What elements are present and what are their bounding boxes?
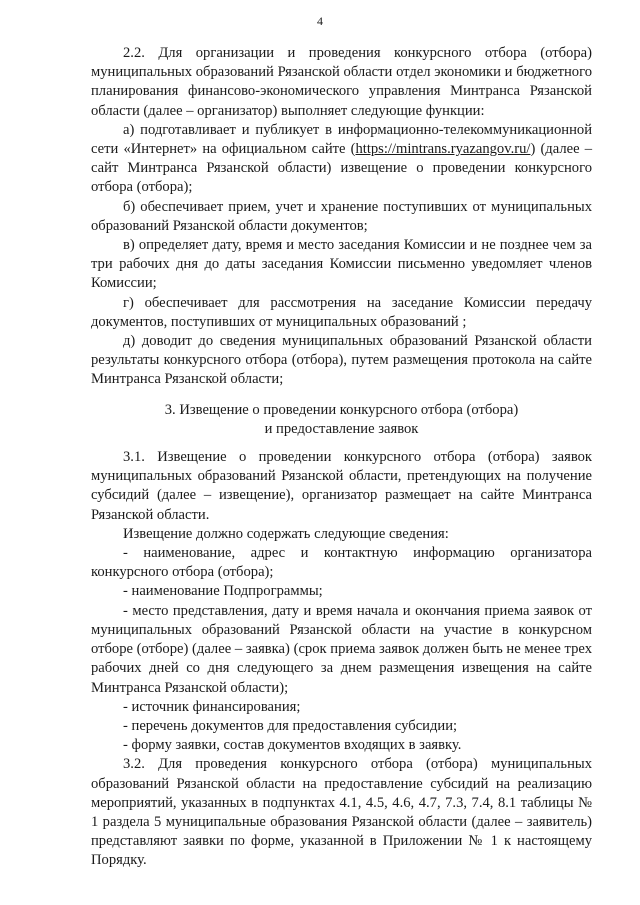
paragraph-2-2: 2.2. Для организации и проведения конкурсного отбора (отбора) муниципальных образований Рязанской области отдел экономики и бюджетного планирования финансово-экономического управления Минтранса Рязанской области (далее – организатор) выполняет следующие функции: <box>91 45 592 119</box>
notice-item-funding: - источник финансирования; <box>123 698 301 715</box>
section-3-heading-line1: 3. Извещение о проведении конкурсного отбора (отбора) <box>164 401 519 418</box>
function-b: б) обеспечивает прием, учет и хранение поступивших от муниципальных образований Рязанской области документов; <box>91 198 592 234</box>
function-a-prefix: а) подготавливает и публикует в информационно-телекоммуникационной сети «Интернет» на официальном сайте ( <box>91 121 592 158</box>
ministry-site-link[interactable]: https://mintrans.ryazangov.ru/ <box>355 141 531 158</box>
paragraph-3-1: 3.1. Извещение о проведении конкурсного отбора (отбора) заявок муниципальных образований Рязанской области, претендующих на получение субсидий (далее – извещение), организатор размещает на сайте Минтранса Рязанской области. <box>91 449 592 523</box>
section-3-heading <box>91 401 592 439</box>
document-body <box>91 44 592 871</box>
paragraph-3-2: 3.2. Для проведения конкурсного отбора (отбора) муниципальных образований Рязанской области на предоставление субсидий на реализацию мероприятий, указанных в подпунктах 4.1, 4.5, 4.6, 4.7, 7.3, 7.4, 8.1 таблицы № 1 раздела 5 муниципальные образования Рязанской области (далее – заявитель) представляют заявки по форме, указанной в Приложении № 1 к настоящему Порядку. <box>91 756 592 869</box>
page-number: 4 <box>317 14 323 28</box>
notice-item-documents: - перечень документов для предоставления субсидии; <box>123 717 458 734</box>
notice-item-form: - форму заявки, состав документов входящих в заявку. <box>123 737 462 754</box>
notice-item-organizer: - наименование, адрес и контактную информацию организатора конкурсного отбора (отбора); <box>91 545 592 581</box>
function-v: в) определяет дату, время и место заседания Комиссии и не позднее чем за три рабочих дня до даты заседания Комиссии письменно уведомляет членов Комиссии; <box>91 237 592 292</box>
notice-item-subprogram: - наименование Подпрограммы; <box>123 583 323 600</box>
section-3-heading-line2: и предоставление заявок <box>264 420 419 437</box>
function-a-suffix: ) (далее – сайт Минтранса Рязанской области) извещение о проведении конкурсного отбора (отбора); <box>91 141 592 196</box>
function-a <box>91 121 592 198</box>
function-g: г) обеспечивает для рассмотрения на заседание Комиссии передачу документов, поступивших от муниципальных образований ; <box>91 294 592 330</box>
notice-intro: Извещение должно содержать следующие сведения: <box>123 525 449 542</box>
notice-item-place-date: - место представления, дату и время начала и окончания приема заявок от муниципальных образований Рязанской области на участие в конкурсном отборе (отборе) (далее – заявка) (срок приема заявок должен быть не менее трех рабочих дней со дня следующего за днем размещения извещения на сайте Минтранса Рязанской области); <box>91 602 592 696</box>
function-d: д) доводит до сведения муниципальных образований Рязанской области результаты конкурсного отбора (отбора), путем размещения протокола на сайте Минтранса Рязанской области; <box>91 333 592 388</box>
